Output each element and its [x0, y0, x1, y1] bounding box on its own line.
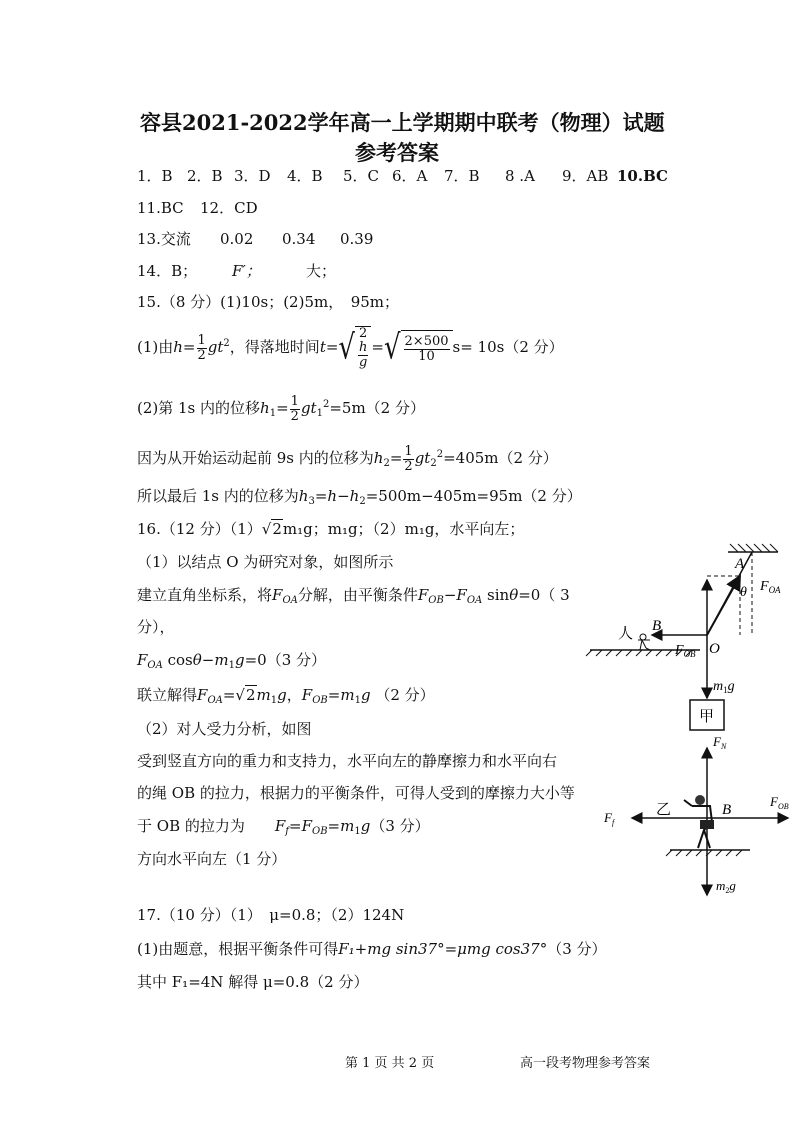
q16-line-10: 方向水平向左（1 分） [137, 850, 287, 868]
answer-12: 12．CD [200, 199, 258, 217]
answer-5: 5．C [343, 167, 380, 185]
q14-label: 14．B； [137, 262, 198, 280]
q16-line-3: 分）， [137, 618, 175, 636]
q15-line-2: (2)第 1s 内的位移$h_1=$ $\frac{1}{2}$ $gt_1^2=5m(2$ 分） [137, 393, 425, 424]
label-B2: B [722, 802, 732, 818]
q15-line-3: 因为从开始运动起前 9s 内的位移为$h_2=$ $\frac{1}{2}$ $gt_2^2=405m(2$ 分） [137, 443, 558, 474]
q17-line-2: 其中 F₁=4N 解得 μ=0.8（2 分） [137, 973, 369, 991]
q16-line-6: （2）对人受力分析，如图 [137, 720, 312, 738]
ceiling-hatch [728, 544, 778, 552]
force-oa-arrow [707, 576, 740, 635]
q15-line-4: 所以最后 1s 内的位移为$h_3=h-h_2=500m-405m=95m(2$ 分） [137, 487, 582, 507]
footer-page-number: 第 1 页 共 2 页 [345, 1056, 435, 1071]
label-person: 人 [618, 626, 634, 642]
q16-line-7: 受到竖直方向的重力和支持力，水平向左的静摩擦力和水平向右 [137, 752, 558, 770]
label-fob2: $F_{OB}$ [770, 794, 789, 811]
label-ff: $F_f$ [604, 810, 615, 827]
person-figure-yi [684, 795, 714, 848]
q16-line-5: 联立解得$F_{OA}=√2m_1g$，$F_{OB}=m_1g$ （2 分） [137, 686, 435, 706]
q13-value-2: 0.34 [282, 230, 316, 248]
page-title: 容县2021-2022学年高一上学期期中联考（物理）试题 [140, 110, 665, 135]
q16-header: 16.（12 分）（1）√2m₁g；m₁g；（2）m₁g，水平向左； [137, 520, 525, 538]
label-B: B [652, 618, 662, 634]
answer-3: 3．D [234, 167, 271, 185]
ground-hatch-2 [666, 850, 750, 856]
q15-line-1: (1)由h= $\frac{1}{2}$ $gt^2$，得落地时间t=√ 2 h g =√ $\frac{2\times 500}{10}$ s= 10s（2 分） [137, 326, 564, 370]
answer-4: 4．B [287, 167, 323, 185]
label-m1g: $m_1g$ [713, 679, 735, 695]
q14-value-1: F′； [232, 262, 261, 280]
q17-header: 17.（10 分）（1） μ=0.8；（2）124N [137, 906, 405, 924]
answer-11: 11.BC [137, 199, 184, 217]
label-m2g: $m_2g$ [716, 878, 736, 895]
q16-line-1: （1）以结点 O 为研究对象，如图所示 [137, 553, 394, 571]
person-figure [638, 634, 650, 650]
answer-8: 8 .A [505, 167, 535, 185]
label-fn: $F_N$ [713, 734, 727, 751]
label-O: O [709, 641, 720, 657]
answer-6: 6．A [392, 167, 428, 185]
q14-value-2: 大； [306, 262, 337, 280]
q16-line-8: 的绳 OB 的拉力，根据力的平衡条件，可得人受到的摩擦力大小等 [137, 784, 575, 802]
label-theta: θ [740, 585, 747, 600]
q13-label: 13.交流 [137, 230, 191, 248]
force-diagram-person [600, 730, 794, 900]
q13-value-1: 0.02 [220, 230, 254, 248]
q16-line-9: 于 OB 的拉力为 $F_f=F_{OB}=m_1g(3$ 分） [137, 817, 430, 837]
label-box: 甲 [699, 709, 715, 725]
page-subtitle: 参考答案 [355, 140, 439, 165]
answer-1: 1．B [137, 167, 173, 185]
q15-header: 15.（8 分）(1)10s；(2)5m， 95m； [137, 293, 400, 311]
label-fob: $F_{OB}$ [675, 643, 696, 659]
label-foa: $F_{OA}$ [760, 579, 781, 595]
label-yi: 乙 [656, 802, 672, 818]
answer-2: 2．B [187, 167, 223, 185]
label-A: A [735, 556, 745, 572]
q16-line-4: $F_{OA}$ $\cos\theta-m_1g=0(3$ 分） [137, 651, 327, 671]
footer-doc-name: 高一段考物理参考答案 [520, 1056, 651, 1071]
answer-10: 10.BC [617, 167, 668, 185]
q16-line-2: 建立直角坐标系，将$F_{OA}$分解，由平衡条件$F_{OB}-F_{OA}$ sinθ=0（ 3 [137, 586, 570, 606]
q17-line-1: (1)由题意，根据平衡条件可得F₁+mg sin37°=μmg cos37°（3 分） [137, 940, 607, 958]
q13-value-3: 0.39 [340, 230, 374, 248]
force-diagram-knot [580, 540, 790, 740]
answer-7: 7．B [444, 167, 480, 185]
answer-9: 9．AB [562, 167, 609, 185]
